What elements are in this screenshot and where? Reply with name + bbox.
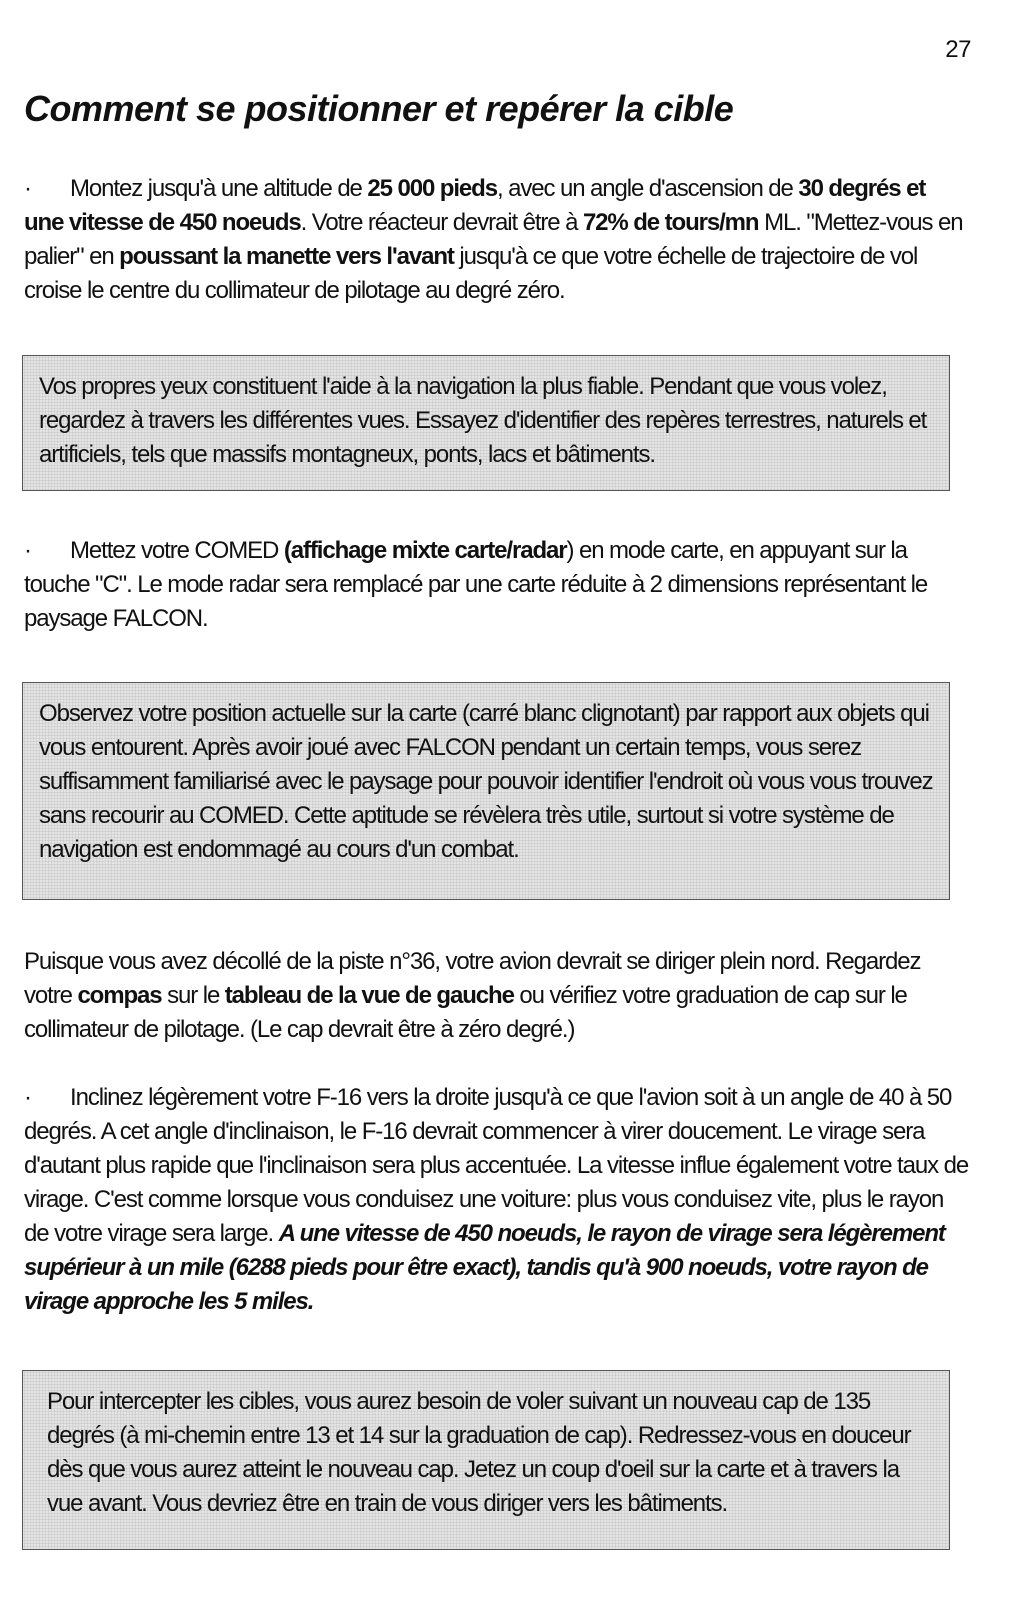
paragraph-text: [24, 175, 962, 304]
page-number: 27: [945, 36, 971, 63]
text-run: ou vérifiez votre graduation de cap sur le collimateur de pilotage. (Le cap devrait être à zéro degré.): [24, 982, 907, 1043]
tip-text: Observez votre position actuelle sur la carte (carré blanc clignotant) par rapport aux objets qui vous entourent. Après avoir joué avec FALCON pendant un certain temps, vous serez suffisamment familiarisé avec le paysage pour pouvoir identifier l'endroit où vous vous trouvez sans recourir au COMED. Cette aptitude se révèlera très utile, surtout si votre système de navigation est endommagé au cours d'un combat.: [39, 700, 933, 863]
bold-text-run: 72% de tours/mn: [582, 209, 759, 236]
tip-text: Vos propres yeux constituent l'aide à la navigation la plus fiable. Pendant que vous volez, regardez à travers les différentes vues. Essayez d'identifier des repères terrestres, naturels et artificiels, tels que massifs montagneux, ponts, lacs et bâtiments.: [39, 373, 927, 468]
text-run: Mettez votre COMED: [70, 537, 284, 564]
text-run: , avec un angle d'ascension de: [496, 175, 799, 202]
text-run: Montez jusqu'à une altitude de: [70, 175, 368, 202]
bold-text-run: poussant la manette vers l'avant: [119, 243, 454, 270]
bold-text-run: compas: [77, 982, 162, 1009]
paragraph-comed: [24, 534, 970, 636]
text-run: Inclinez légèrement votre F-16 vers la droite jusqu'à ce que l'avion soit à un angle de 40 à 50 degrés. A cet angle d'inclinaison, le F-16 devrait commencer à virer doucement. Le virage sera d'autant plus rapide que l'inclinaison sera plus accentuée. La vitesse influe également votre taux de virage. C'est comme lorsque vous conduisez une voiture: plus vous conduisez vite, plus le rayon de votre virage sera large.: [24, 1084, 969, 1247]
paragraph-turn: [24, 1081, 970, 1319]
text-run: sur le: [161, 982, 225, 1009]
bold-text-run: tableau de la vue de gauche: [224, 982, 514, 1009]
text-run: Puisque vous avez décollé de la piste n°36, votre avion devrait se diriger plein nord. Regardez votre: [24, 948, 921, 1009]
bold-text-run: A une vitesse de 450 noeuds, le rayon de virage sera légèrement supérieur à un mile (6288 pieds pour être exact), tandis qu'à 900 noeuds, votre rayon de virage approche les 5 miles.: [24, 1220, 945, 1315]
text-run: jusqu'à ce que votre échelle de trajectoire de vol croise le centre du collimateur de pilotage au degré zéro.: [24, 243, 918, 304]
bullet-marker: ·: [24, 1084, 31, 1111]
tip-box-navigation: [22, 355, 950, 491]
bold-text-run: 25 000 pieds: [367, 175, 497, 202]
text-run: ML. "Mettez-vous en palier" en: [24, 209, 963, 270]
bold-text-run: 30 degrés et une vitesse de 450 noeuds: [24, 175, 926, 236]
bullet-marker: ·: [24, 537, 31, 564]
paragraph-text: [24, 537, 927, 632]
tip-box-position: [22, 682, 950, 900]
text-run: . Votre réacteur devrait être à: [300, 209, 583, 236]
tip-text: Pour intercepter les cibles, vous aurez besoin de voler suivant un nouveau cap de 135 degrés (à mi-chemin entre 13 et 14 sur la graduation de cap). Redressez-vous en douceur dès que vous aurez atteint le nouveau cap. Jetez un coup d'oeil sur la carte et à travers la vue avant. Vous devriez être en train de vous diriger vers les bâtiments.: [47, 1388, 911, 1517]
bold-text-run: (affichage mixte carte/radar: [283, 537, 567, 564]
paragraph-heading: [24, 945, 970, 1047]
paragraph-text: [24, 948, 920, 1043]
page-title: Comment se positionner et repérer la cible: [24, 88, 734, 129]
paragraph-altitude: [24, 172, 970, 308]
text-run: ) en mode carte, en appuyant sur la touche "C". Le mode radar sera remplacé par une carte réduite à 2 dimensions représentant le paysage FALCON.: [24, 537, 928, 632]
paragraph-text: [24, 1084, 968, 1315]
tip-box-intercept: [22, 1370, 950, 1550]
bullet-marker: ·: [24, 175, 31, 202]
